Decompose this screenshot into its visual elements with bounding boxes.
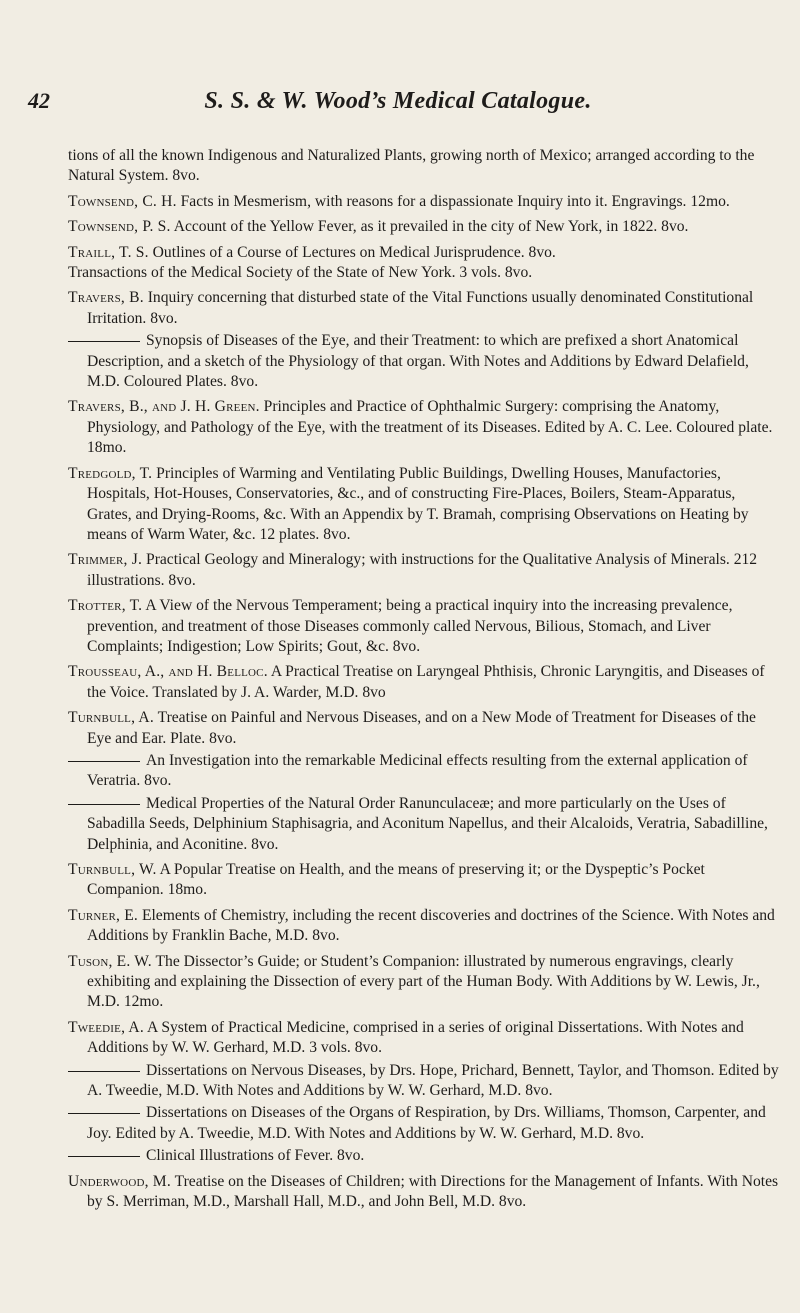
entry-author: Trousseau, A., and H. Belloc.	[68, 663, 268, 681]
catalogue-entries	[68, 146, 780, 1218]
entry-text: Clinical Illustrations of Fever. 8vo.	[146, 1147, 365, 1165]
catalogue-entry	[68, 243, 780, 263]
entry-author: Turner, E.	[68, 906, 139, 924]
catalogue-entry	[68, 751, 780, 792]
entry-author: Turnbull, A.	[68, 709, 154, 727]
catalogue-entry	[68, 1146, 780, 1166]
ditto-dash	[68, 1071, 140, 1072]
entry-text: Practical Geology and Mineralogy; with instructions for the Qualitative Analysis of Minerals. 212 illustrations. 8vo.	[87, 551, 758, 589]
ditto-dash	[68, 761, 140, 762]
entry-text: Outlines of a Course of Lectures on Medical Jurisprudence. 8vo.	[152, 243, 556, 261]
catalogue-entry	[68, 217, 780, 237]
entry-text: Medical Properties of the Natural Order Ranunculaceæ; and more particularly on the Uses of Sabadilla Seeds, Delphinium Staphisagria, and Aconitum Napellus, and their Alcaloids, Veratria, Sabadilline, Delphinia, and Aconitine. 8vo.	[87, 794, 768, 853]
catalogue-entry	[68, 397, 780, 458]
catalogue-entry	[68, 288, 780, 329]
entry-author: Tredgold, T.	[68, 464, 153, 482]
catalogue-entry	[68, 1018, 780, 1059]
entry-text: A System of Practical Medicine, comprised in a series of original Dissertations. With Notes and Additions by W. W. Gerhard, M.D. 3 vols. 8vo.	[87, 1018, 744, 1057]
catalogue-entry	[68, 263, 780, 283]
catalogue-entry	[49, 146, 780, 187]
entry-author: Underwood, M.	[68, 1172, 171, 1190]
entry-text: Treatise on Painful and Nervous Diseases, and on a New Mode of Treatment for Diseases of the Eye and Ear. Plate. 8vo.	[87, 709, 756, 747]
catalogue-entry	[68, 331, 780, 392]
entry-author: Trimmer, J.	[68, 551, 143, 569]
entry-text: A Popular Treatise on Health, and the means of preserving it; or the Dyspeptic’s Pocket Companion. 18mo.	[87, 861, 705, 899]
entry-text: Dissertations on Diseases of the Organs of Respiration, by Drs. Williams, Thomson, Carpenter, and Joy. Edited by A. Tweedie, M.D. With Notes and Additions by W. W. Gerhard, M.D. 8vo.	[87, 1104, 766, 1142]
entry-author: Turnbull, W.	[68, 861, 157, 878]
catalogue-entry	[68, 1061, 780, 1102]
entry-text: The Dissector’s Guide; or Student’s Companion: illustrated by numerous engravings, clearly exhibiting and explaining the Dissection of every part of the Human Body. With Additions by W. Lewis, Jr., M.D. 12mo.	[87, 952, 760, 1011]
entry-text: A View of the Nervous Temperament; being a practical inquiry into the increasing prevalence, prevention, and treatment of those Diseases commonly called Nervous, Bilious, Stomach, and Liver Complaints; Indigestion; Low Spirits; Gout, &c. 8vo.	[87, 597, 733, 655]
catalogue-entry	[68, 708, 780, 749]
entry-text: An Investigation into the remarkable Medicinal effects resulting from the external application of Veratria. 8vo.	[87, 751, 748, 790]
entry-text: Account of the Yellow Fever, as it prevailed in the city of New York, in 1822. 8vo.	[173, 218, 689, 236]
catalogue-entry	[68, 464, 780, 546]
catalogue-entry	[68, 596, 780, 657]
catalogue-entry	[68, 1103, 780, 1144]
entry-text: Synopsis of Diseases of the Eye, and their Treatment: to which are prefixed a short Anatomical Description, and a sketch of the Physiology of that organ. With Notes and Additions by Edward Delafield, M.D. Coloured Plates. 8vo.	[87, 332, 749, 391]
catalogue-entry	[68, 860, 780, 901]
entry-text: tions of all the known Indigenous and Naturalized Plants, growing north of Mexico; arranged according to the Natural System. 8vo.	[68, 147, 755, 185]
entry-text: Inquiry concerning that disturbed state of the Vital Functions usually denominated Constitutional Irritation. 8vo.	[87, 289, 754, 327]
entry-text: Principles and Practice of Ophthalmic Surgery: comprising the Anatomy, Physiology, and Pathology of the Eye, with the treatment of its Diseases. Edited by A. C. Lee. Coloured plate. 18mo.	[87, 398, 773, 457]
entry-author: Townsend, P. S.	[68, 218, 171, 236]
catalogue-entry	[68, 1172, 780, 1213]
ditto-dash	[68, 804, 140, 805]
page-header	[28, 88, 768, 124]
page-number: 42	[28, 88, 50, 113]
catalogue-entry	[68, 550, 780, 591]
entry-text: A Practical Treatise on Laryngeal Phthisis, Chronic Laryngitis, and Diseases of the Voice. Translated by J. A. Warder, M.D. 8vo	[87, 663, 765, 701]
catalogue-entry	[68, 662, 780, 703]
entry-text: Dissertations on Nervous Diseases, by Drs. Hope, Prichard, Bennett, Taylor, and Thomson. Edited by A. Tweedie, M.D. With Notes and Additions by W. W. Gerhard, M.D. 8vo.	[87, 1061, 779, 1100]
entry-author: Townsend, C. H.	[68, 192, 177, 210]
entry-author: Tuson, E. W.	[68, 952, 152, 970]
entry-text: Facts in Mesmerism, with reasons for a dispassionate Inquiry into it. Engravings. 12mo.	[180, 192, 730, 210]
ditto-dash	[68, 1156, 140, 1157]
catalogue-entry	[68, 952, 780, 1013]
entry-author: Trotter, T.	[68, 597, 143, 615]
catalogue-entry	[68, 794, 780, 855]
entry-text: Principles of Warming and Ventilating Public Buildings, Dwelling Houses, Manufactories, Hospitals, Hot-Houses, Conservatories, &c., and of constructing Fire-Places, Boilers, Steam-Apparatus, Grates, and Drying-Rooms, &c. With an Appendix by T. Bramah, comprising Observations on Heating by means of Warm Water, &c. 12 plates. 8vo.	[87, 464, 749, 543]
entry-text: Treatise on the Diseases of Children; with Directions for the Management of Infants. With Notes by S. Merriman, M.D., Marshall Hall, M.D., and John Bell, M.D. 8vo.	[87, 1172, 779, 1211]
catalogue-entry	[68, 192, 780, 212]
ditto-dash	[68, 341, 140, 342]
ditto-dash	[68, 1113, 140, 1114]
entry-text: Elements of Chemistry, including the recent discoveries and doctrines of the Science. With Notes and Additions by Franklin Bache, M.D. 8vo.	[87, 906, 775, 945]
entry-author: Travers, B., and J. H. Green.	[68, 398, 260, 416]
entry-author: Tweedie, A.	[68, 1018, 144, 1036]
entry-text: Transactions of the Medical Society of the State of New York. 3 vols. 8vo.	[68, 264, 533, 282]
running-title: S. S. & W. Wood’s Medical Catalogue.	[204, 88, 592, 114]
entry-author: Traill, T. S.	[68, 243, 149, 261]
catalogue-entry	[68, 906, 780, 947]
entry-author: Travers, B.	[68, 289, 144, 307]
